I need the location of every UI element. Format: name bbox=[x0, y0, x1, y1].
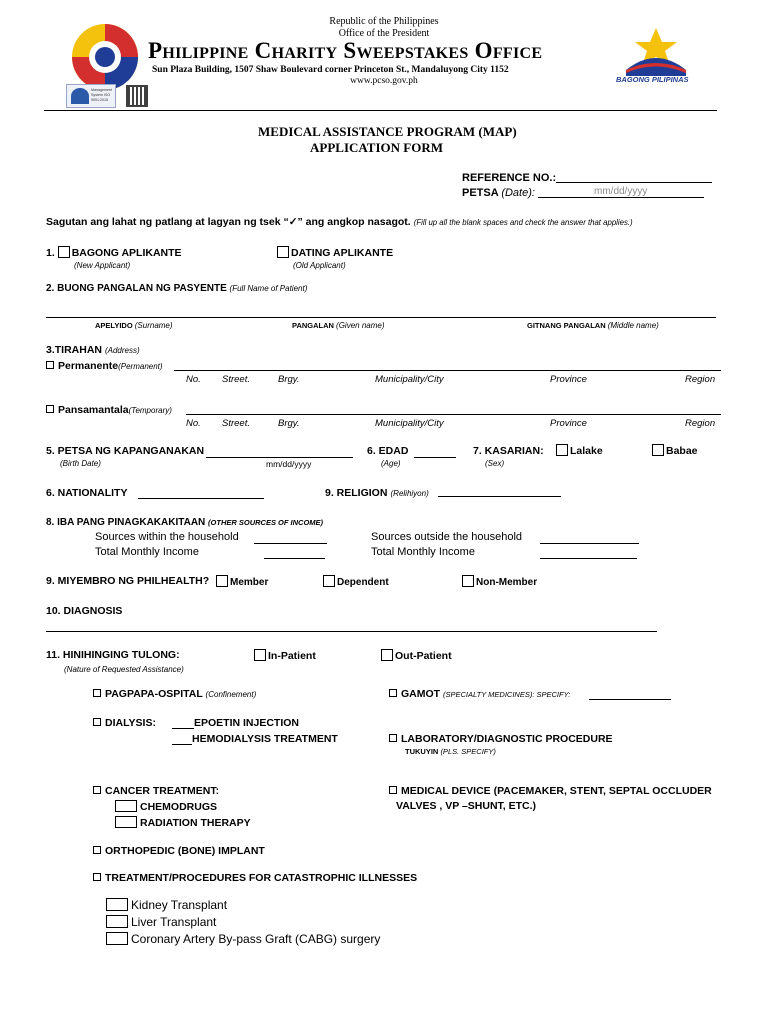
reference-field[interactable] bbox=[556, 182, 712, 183]
col-region: Region bbox=[685, 418, 716, 429]
office-text: Office of the President bbox=[338, 28, 430, 39]
female-checkbox[interactable] bbox=[652, 444, 664, 456]
temporary-checkbox[interactable] bbox=[46, 405, 54, 413]
cancer-label: CANCER TREATMENT: bbox=[105, 785, 220, 797]
dialysis-label: DIALYSIS: bbox=[105, 717, 156, 729]
col-no: No. bbox=[186, 418, 201, 429]
given-caption-label: PANGALAN bbox=[292, 321, 334, 330]
philhealth-member-option[interactable] bbox=[216, 575, 268, 588]
outpatient-option[interactable] bbox=[381, 649, 452, 662]
q2-label-text: 2. BUONG PANGALAN NG PASYENTE bbox=[46, 283, 227, 294]
nonmember-checkbox[interactable] bbox=[462, 575, 474, 587]
kidney-checkbox[interactable] bbox=[106, 898, 128, 911]
cancer-option[interactable] bbox=[93, 785, 219, 797]
q1-new-applicant[interactable] bbox=[46, 246, 182, 259]
sex-caption: (Sex) bbox=[485, 459, 505, 468]
agency-website: www.pcso.gov.ph bbox=[350, 76, 418, 86]
income-outside-total-field[interactable] bbox=[540, 558, 637, 559]
member-label: Member bbox=[230, 577, 269, 588]
temporary-sub: (Temporary) bbox=[128, 406, 172, 415]
confinement-label: PAGPAPA-OSPITAL bbox=[105, 688, 203, 700]
assistance-label: 11. HINIHINGING TULONG: bbox=[46, 649, 180, 661]
outpatient-label: Out-Patient bbox=[395, 650, 452, 662]
income-label bbox=[46, 517, 323, 528]
income-outside-label: Sources outside the household bbox=[371, 531, 523, 543]
hemodialysis-blank[interactable] bbox=[172, 744, 192, 745]
q2-label-sub: (Full Name of Patient) bbox=[229, 284, 308, 293]
tukuyin-label: TUKUYIN bbox=[405, 747, 439, 756]
new-applicant-caption: (New Applicant) bbox=[74, 261, 131, 270]
laboratory-specify bbox=[405, 747, 496, 756]
petsa-label-text: PETSA bbox=[462, 187, 499, 199]
radiation-option[interactable] bbox=[115, 816, 251, 829]
new-applicant-label: BAGONG APLIKANTE bbox=[71, 247, 182, 259]
catastrophic-option[interactable] bbox=[93, 872, 417, 884]
col-street: Street. bbox=[222, 418, 250, 429]
catastrophic-checkbox[interactable] bbox=[93, 873, 101, 881]
surname-caption bbox=[95, 321, 173, 330]
device-label-line2: VALVES , VP –SHUNT, ETC.) bbox=[396, 800, 537, 812]
inpatient-option[interactable] bbox=[254, 649, 316, 662]
device-label: MEDICAL DEVICE (PACEMAKER, STENT, SEPTAL OCCLUDER bbox=[401, 785, 712, 797]
certification-icon bbox=[71, 88, 89, 104]
medicine-option[interactable] bbox=[389, 688, 570, 700]
dependent-label: Dependent bbox=[337, 577, 389, 588]
medicine-checkbox[interactable] bbox=[389, 689, 397, 697]
age-caption: (Age) bbox=[381, 459, 401, 468]
q3-label bbox=[46, 344, 140, 356]
agency-name: Philippine Charity Sweepstakes Office bbox=[148, 38, 543, 63]
bagong-pilipinas-logo bbox=[622, 26, 690, 78]
instruction-text bbox=[46, 216, 633, 228]
full-name-field[interactable] bbox=[46, 317, 716, 318]
header-divider bbox=[44, 110, 717, 111]
chemo-checkbox[interactable] bbox=[115, 800, 137, 812]
outpatient-checkbox[interactable] bbox=[381, 649, 393, 661]
bagong-pilipinas-text: BAGONG PILIPINAS bbox=[616, 75, 689, 84]
philhealth-nonmember-option[interactable] bbox=[462, 575, 537, 588]
temporary-address-field[interactable] bbox=[186, 414, 721, 415]
middle-caption-sub: (Middle name) bbox=[607, 321, 659, 330]
surname-caption-sub: (Surname) bbox=[134, 321, 173, 330]
date-field[interactable] bbox=[538, 197, 704, 198]
age-field[interactable] bbox=[414, 457, 456, 458]
hemodialysis-label: HEMODIALYSIS TREATMENT bbox=[192, 733, 338, 745]
q3-label-text: 3.TIRAHAN bbox=[46, 344, 103, 356]
date-placeholder: mm/dd/yyyy bbox=[594, 186, 648, 197]
surname-caption-label: APELYIDO bbox=[95, 321, 133, 330]
income-within-field[interactable] bbox=[254, 543, 327, 544]
religion-label-text: 9. RELIGION bbox=[325, 487, 388, 499]
given-caption-sub: (Given name) bbox=[336, 321, 385, 330]
instruction-sub: (Fill up all the blank spaces and check the answer that applies.) bbox=[413, 218, 633, 227]
income-label-text: 8. IBA PANG PINAGKAKAKITAAN bbox=[46, 517, 206, 528]
orthopedic-checkbox[interactable] bbox=[93, 846, 101, 854]
income-within-total-field[interactable] bbox=[264, 558, 325, 559]
permanent-sub: (Permanent) bbox=[118, 362, 163, 371]
chemo-label: CHEMODRUGS bbox=[140, 801, 218, 813]
income-outside-total-label: Total Monthly Income bbox=[371, 546, 475, 558]
cabg-label: Coronary Artery By-pass Graft (CABG) surgery bbox=[131, 932, 381, 946]
permanent-checkbox[interactable] bbox=[46, 361, 54, 369]
device-option[interactable] bbox=[389, 785, 712, 797]
certification-badge bbox=[66, 84, 116, 108]
philhealth-dependent-option[interactable] bbox=[323, 575, 389, 588]
petsa-label-sub: (Date): bbox=[501, 187, 535, 199]
col-municipality: Municipality/City bbox=[375, 374, 444, 385]
kidney-option[interactable] bbox=[106, 898, 227, 912]
orthopedic-option[interactable] bbox=[93, 845, 265, 857]
inpatient-label: In-Patient bbox=[268, 650, 316, 662]
confinement-checkbox[interactable] bbox=[93, 689, 101, 697]
old-applicant-label: DATING APLIKANTE bbox=[291, 247, 394, 259]
liver-option[interactable] bbox=[106, 915, 216, 929]
col-brgy: Brgy. bbox=[278, 418, 300, 429]
permanent-address-field[interactable] bbox=[174, 370, 721, 371]
male-checkbox[interactable] bbox=[556, 444, 568, 456]
col-province: Province bbox=[550, 374, 587, 385]
laboratory-label: LABORATORY/DIAGNOSTIC PROCEDURE bbox=[401, 733, 613, 745]
philhealth-label: 9. MIYEMBRO NG PHILHEALTH? bbox=[46, 575, 210, 587]
radiation-checkbox[interactable] bbox=[115, 816, 137, 828]
col-street: Street. bbox=[222, 374, 250, 385]
temporary-address-option[interactable] bbox=[46, 404, 172, 416]
confinement-option[interactable] bbox=[93, 688, 256, 700]
birthdate-caption: (Birth Date) bbox=[60, 459, 101, 468]
epoetin-label: EPOETIN INJECTION bbox=[194, 717, 300, 729]
income-outside-field[interactable] bbox=[540, 543, 639, 544]
col-no: No. bbox=[186, 374, 201, 385]
orthopedic-label: ORTHOPEDIC (BONE) IMPLANT bbox=[105, 845, 265, 857]
birthdate-field[interactable] bbox=[206, 457, 353, 458]
diagnosis-label: 10. DIAGNOSIS bbox=[46, 605, 123, 617]
laboratory-option[interactable] bbox=[389, 733, 613, 745]
assistance-caption: (Nature of Requested Assistance) bbox=[64, 665, 184, 674]
dependent-checkbox[interactable] bbox=[323, 575, 335, 587]
form-title-line2: APPLICATION FORM bbox=[310, 140, 444, 155]
republic-text: Republic of the Philippines bbox=[329, 16, 439, 27]
q3-label-sub: (Address) bbox=[104, 346, 140, 355]
birthdate-format: mm/dd/yyyy bbox=[266, 459, 312, 469]
reference-label: REFERENCE NO.: bbox=[462, 172, 557, 184]
inpatient-checkbox[interactable] bbox=[254, 649, 266, 661]
col-brgy: Brgy. bbox=[278, 374, 300, 385]
member-checkbox[interactable] bbox=[216, 575, 228, 587]
confinement-sub: (Confinement) bbox=[205, 690, 257, 699]
agency-address: Sun Plaza Building, 1507 Shaw Boulevard corner Princeton St., Mandaluyong City 1152 bbox=[152, 65, 509, 75]
nationality-label: 6. NATIONALITY bbox=[46, 487, 128, 499]
q2-label bbox=[46, 283, 307, 294]
medicine-label: GAMOT bbox=[401, 688, 441, 700]
chemo-option[interactable] bbox=[115, 800, 217, 813]
new-applicant-checkbox[interactable] bbox=[58, 246, 70, 258]
certification-text: Management System ISO 9001:2015 bbox=[91, 88, 112, 102]
permanent-label: Permanente bbox=[58, 360, 119, 372]
given-caption bbox=[292, 321, 385, 330]
liver-checkbox[interactable] bbox=[106, 915, 128, 928]
petsa-label bbox=[462, 187, 535, 199]
catastrophic-label: TREATMENT/PROCEDURES FOR CATASTROPHIC ILLNESSES bbox=[105, 872, 418, 884]
tukuyin-sub: (PLS. SPECIFY) bbox=[440, 747, 496, 756]
sex-label: 7. KASARIAN: bbox=[473, 445, 544, 457]
sex-male-option[interactable] bbox=[556, 444, 603, 457]
old-applicant-caption: (Old Applicant) bbox=[293, 261, 346, 270]
epoetin-blank[interactable] bbox=[172, 728, 194, 729]
dialysis-option[interactable] bbox=[93, 717, 156, 729]
q1-number: 1. bbox=[46, 247, 55, 259]
col-province: Province bbox=[550, 418, 587, 429]
middle-caption-label: GITNANG PANGALAN bbox=[527, 321, 606, 330]
old-applicant-checkbox[interactable] bbox=[277, 246, 289, 258]
cabg-option[interactable] bbox=[106, 932, 380, 946]
kidney-label: Kidney Transplant bbox=[131, 898, 228, 912]
female-label: Babae bbox=[666, 445, 698, 457]
religion-label bbox=[325, 487, 429, 499]
permanent-address-option[interactable] bbox=[46, 360, 163, 372]
col-region: Region bbox=[685, 374, 716, 385]
income-within-label: Sources within the household bbox=[95, 531, 239, 543]
liver-label: Liver Transplant bbox=[131, 915, 217, 929]
medicine-specify-field[interactable] bbox=[589, 699, 671, 700]
age-label: 6. EDAD bbox=[367, 445, 409, 457]
nationality-field[interactable] bbox=[138, 498, 264, 499]
cabg-checkbox[interactable] bbox=[106, 932, 128, 945]
col-municipality: Municipality/City bbox=[375, 418, 444, 429]
diagnosis-field[interactable] bbox=[46, 631, 657, 632]
birthdate-label: 5. PETSA NG KAPANGANAKAN bbox=[46, 445, 205, 457]
laboratory-checkbox[interactable] bbox=[389, 734, 397, 742]
religion-field[interactable] bbox=[438, 496, 561, 497]
income-label-sub: (OTHER SOURCES OF INCOME) bbox=[208, 518, 324, 527]
nonmember-label: Non-Member bbox=[476, 577, 538, 588]
temporary-label: Pansamantala bbox=[58, 404, 129, 416]
instruction-main: Sagutan ang lahat ng patlang at lagyan ng tsek “✓” ang angkop nasagot. bbox=[46, 216, 411, 228]
dialysis-checkbox[interactable] bbox=[93, 718, 101, 726]
radiation-label: RADIATION THERAPY bbox=[140, 817, 251, 829]
qr-code-icon bbox=[126, 85, 148, 107]
q1-old-applicant[interactable] bbox=[277, 246, 393, 259]
income-within-total-label: Total Monthly Income bbox=[95, 546, 199, 558]
device-checkbox[interactable] bbox=[389, 786, 397, 794]
form-title-line1: MEDICAL ASSISTANCE PROGRAM (MAP) bbox=[258, 124, 517, 139]
cancer-checkbox[interactable] bbox=[93, 786, 101, 794]
medicine-sub: (SPECIALTY MEDICINES): SPECIFY: bbox=[443, 690, 571, 699]
religion-label-sub: (Relihiyon) bbox=[390, 489, 429, 498]
middle-caption bbox=[527, 321, 659, 330]
male-label: Lalake bbox=[570, 445, 603, 457]
sex-female-option[interactable] bbox=[652, 444, 698, 457]
